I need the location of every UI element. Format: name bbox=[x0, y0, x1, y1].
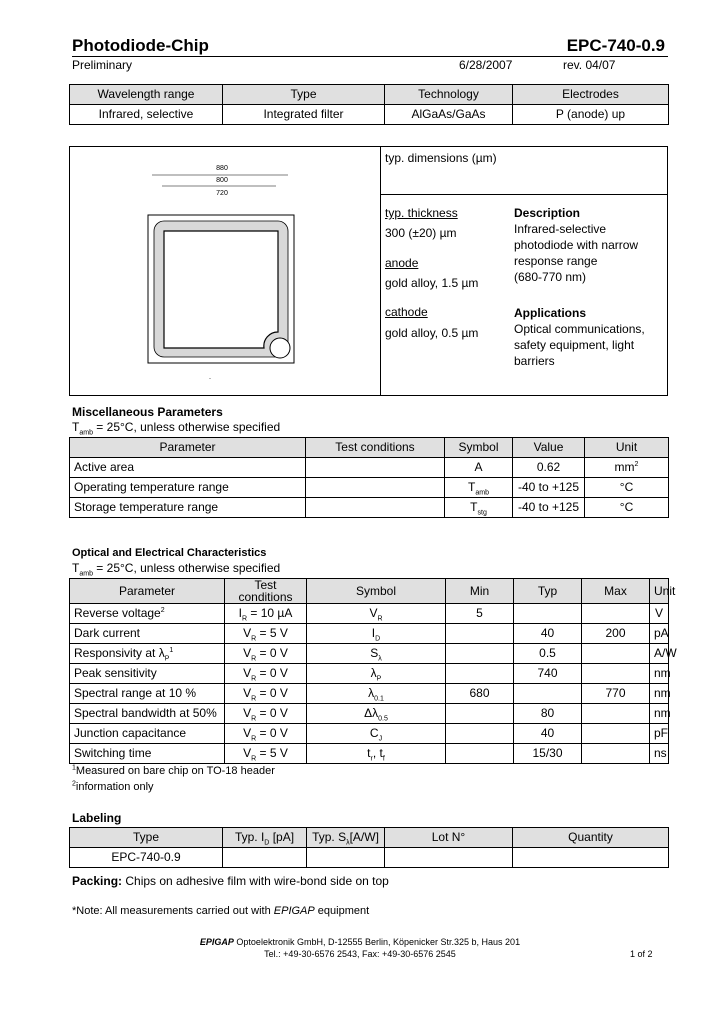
labeling-header: Lot N° bbox=[385, 828, 513, 848]
misc-title: Miscellaneous Parameters bbox=[72, 405, 223, 419]
cathode-value: gold alloy, 0.5 µm bbox=[385, 326, 479, 340]
thickness-value: 300 (±20) µm bbox=[385, 226, 457, 240]
description-line: (680-770 nm) bbox=[514, 270, 587, 284]
misc-header: Symbol bbox=[445, 438, 513, 458]
footer-address: EPIGAP Optoelektronik GmbH, D-12555 Berlin, Köpenicker Str.325 b, Haus 201 bbox=[199, 937, 521, 947]
description-title: Description bbox=[514, 206, 581, 220]
drawing-mark: - bbox=[209, 376, 211, 382]
table-row: Spectral bandwidth at 50% $V_R = 0$ V $\Delta\lambda_{0.5}$ 80 nm bbox=[70, 704, 669, 724]
labeling-header: Quantity bbox=[513, 828, 669, 848]
optical-header: Typ bbox=[514, 579, 582, 604]
applications-block bbox=[514, 305, 645, 369]
misc-header: Test conditions bbox=[306, 438, 445, 458]
labeling-table bbox=[69, 827, 669, 868]
optical-table bbox=[69, 578, 677, 764]
cathode-label: cathode bbox=[385, 305, 428, 319]
misc-header: Unit bbox=[585, 438, 669, 458]
applications-line: Optical communications, bbox=[514, 322, 645, 336]
footer-contact: Tel.: +49-30-6576 2543, Fax: +49-30-6576 2545 bbox=[264, 949, 456, 959]
page-number: 1 of 2 bbox=[630, 949, 653, 959]
summary-cell: P (anode) up bbox=[513, 105, 669, 125]
table-row: Peak sensitivity $V_R = 0$ V $\lambda_P$ 740 nm bbox=[70, 664, 669, 684]
optical-header: Max bbox=[582, 579, 650, 604]
optical-header: Unit bbox=[650, 579, 669, 604]
labeling-title: Labeling bbox=[72, 811, 122, 825]
summary-table bbox=[69, 84, 669, 125]
revision-label: rev. 04/07 bbox=[563, 58, 616, 72]
table-row: Switching time $V_R = 5$ V $t_r$, $t_f$ 15/30 ns bbox=[70, 744, 669, 764]
summary-header: Type bbox=[223, 85, 385, 105]
packing-line: Packing: Chips on adhesive film with wire-bond side on top bbox=[72, 874, 389, 888]
anode-value: gold alloy, 1.5 µm bbox=[385, 276, 479, 290]
table-row: Responsivity at $\lambda_P^1$ $V_R = 0$ V $S_\lambda$ 0.5 A/W bbox=[70, 644, 669, 664]
anode-label: anode bbox=[385, 256, 419, 270]
part-number: EPC-740-0.9 bbox=[566, 36, 665, 55]
misc-table bbox=[69, 437, 669, 518]
applications-line: safety equipment, light bbox=[514, 338, 635, 352]
dim-label-800: 800 bbox=[216, 177, 228, 184]
optical-header: Test conditions bbox=[225, 579, 307, 604]
labeling-header: Typ. $S_\lambda[A/W]$ bbox=[307, 828, 385, 848]
date-label: 6/28/2007 bbox=[459, 58, 513, 72]
applications-line: barriers bbox=[514, 354, 555, 368]
applications-title: Applications bbox=[514, 306, 587, 320]
labeling-header: Typ. $I_D$ [pA] bbox=[223, 828, 307, 848]
dim-label-880: 880 bbox=[216, 165, 228, 172]
table-row: Active area A 0.62 $mm^2$ bbox=[70, 458, 669, 478]
optical-header: Symbol bbox=[307, 579, 446, 604]
optical-header: Min bbox=[446, 579, 514, 604]
optical-conditions: $T_{amb} = 25^\circ C$, unless otherwise specified bbox=[72, 561, 281, 578]
misc-header: Value bbox=[513, 438, 585, 458]
optical-title: Optical and Electrical Characteristics bbox=[72, 547, 267, 559]
description-line: Infrared-selective bbox=[514, 222, 607, 236]
table-row: Storage temperature range $T_{stg}$ -40 to +125 °C bbox=[70, 498, 669, 518]
misc-conditions: $T_{amb} = 25^\circ C$, unless otherwise specified bbox=[72, 420, 281, 437]
table-row: Operating temperature range $T_{amb}$ -40 to +125 °C bbox=[70, 478, 669, 498]
summary-header: Wavelength range bbox=[70, 85, 223, 105]
table-row: Junction capacitance $V_R = 0$ V $C_J$ 40 pF bbox=[70, 724, 669, 744]
dims-label: typ. dimensions (µm) bbox=[385, 151, 497, 165]
table-row: Dark current $V_R = 5$ V $I_D$ 40 200 pA bbox=[70, 624, 669, 644]
summary-cell: Integrated filter bbox=[223, 105, 385, 125]
dim-label-720: 720 bbox=[216, 190, 228, 197]
summary-header: Electrodes bbox=[513, 85, 669, 105]
description-line: photodiode with narrow bbox=[514, 238, 639, 252]
thickness-label: typ. thickness bbox=[385, 206, 458, 220]
table-row: Reverse voltage$^2$ $I_R = 10$ µA $V_R$ 5 V bbox=[70, 604, 669, 624]
page-title: Photodiode-Chip bbox=[72, 36, 209, 55]
summary-cell: Infrared, selective bbox=[70, 105, 223, 125]
footnote-1: $^1$Measured on bare chip on TO-18 header bbox=[72, 764, 275, 777]
summary-cell: AlGaAs/GaAs bbox=[385, 105, 513, 125]
footnote-2: $^2$information only bbox=[72, 780, 154, 793]
optical-header: Parameter bbox=[70, 579, 225, 604]
chip-drawing bbox=[140, 158, 310, 388]
description-block bbox=[514, 205, 638, 285]
misc-header: Parameter bbox=[70, 438, 306, 458]
labeling-header: Type bbox=[70, 828, 223, 848]
summary-header: Technology bbox=[385, 85, 513, 105]
status-label: Preliminary bbox=[72, 58, 133, 72]
measurement-note: *Note: All measurements carried out with EPIGAP equipment bbox=[72, 905, 370, 917]
table-row: Spectral range at 10 % $V_R = 0$ V $\lambda_{0.1}$ 680 770 nm bbox=[70, 684, 669, 704]
description-line: response range bbox=[514, 254, 598, 268]
table-row: EPC-740-0.9 bbox=[70, 848, 669, 868]
